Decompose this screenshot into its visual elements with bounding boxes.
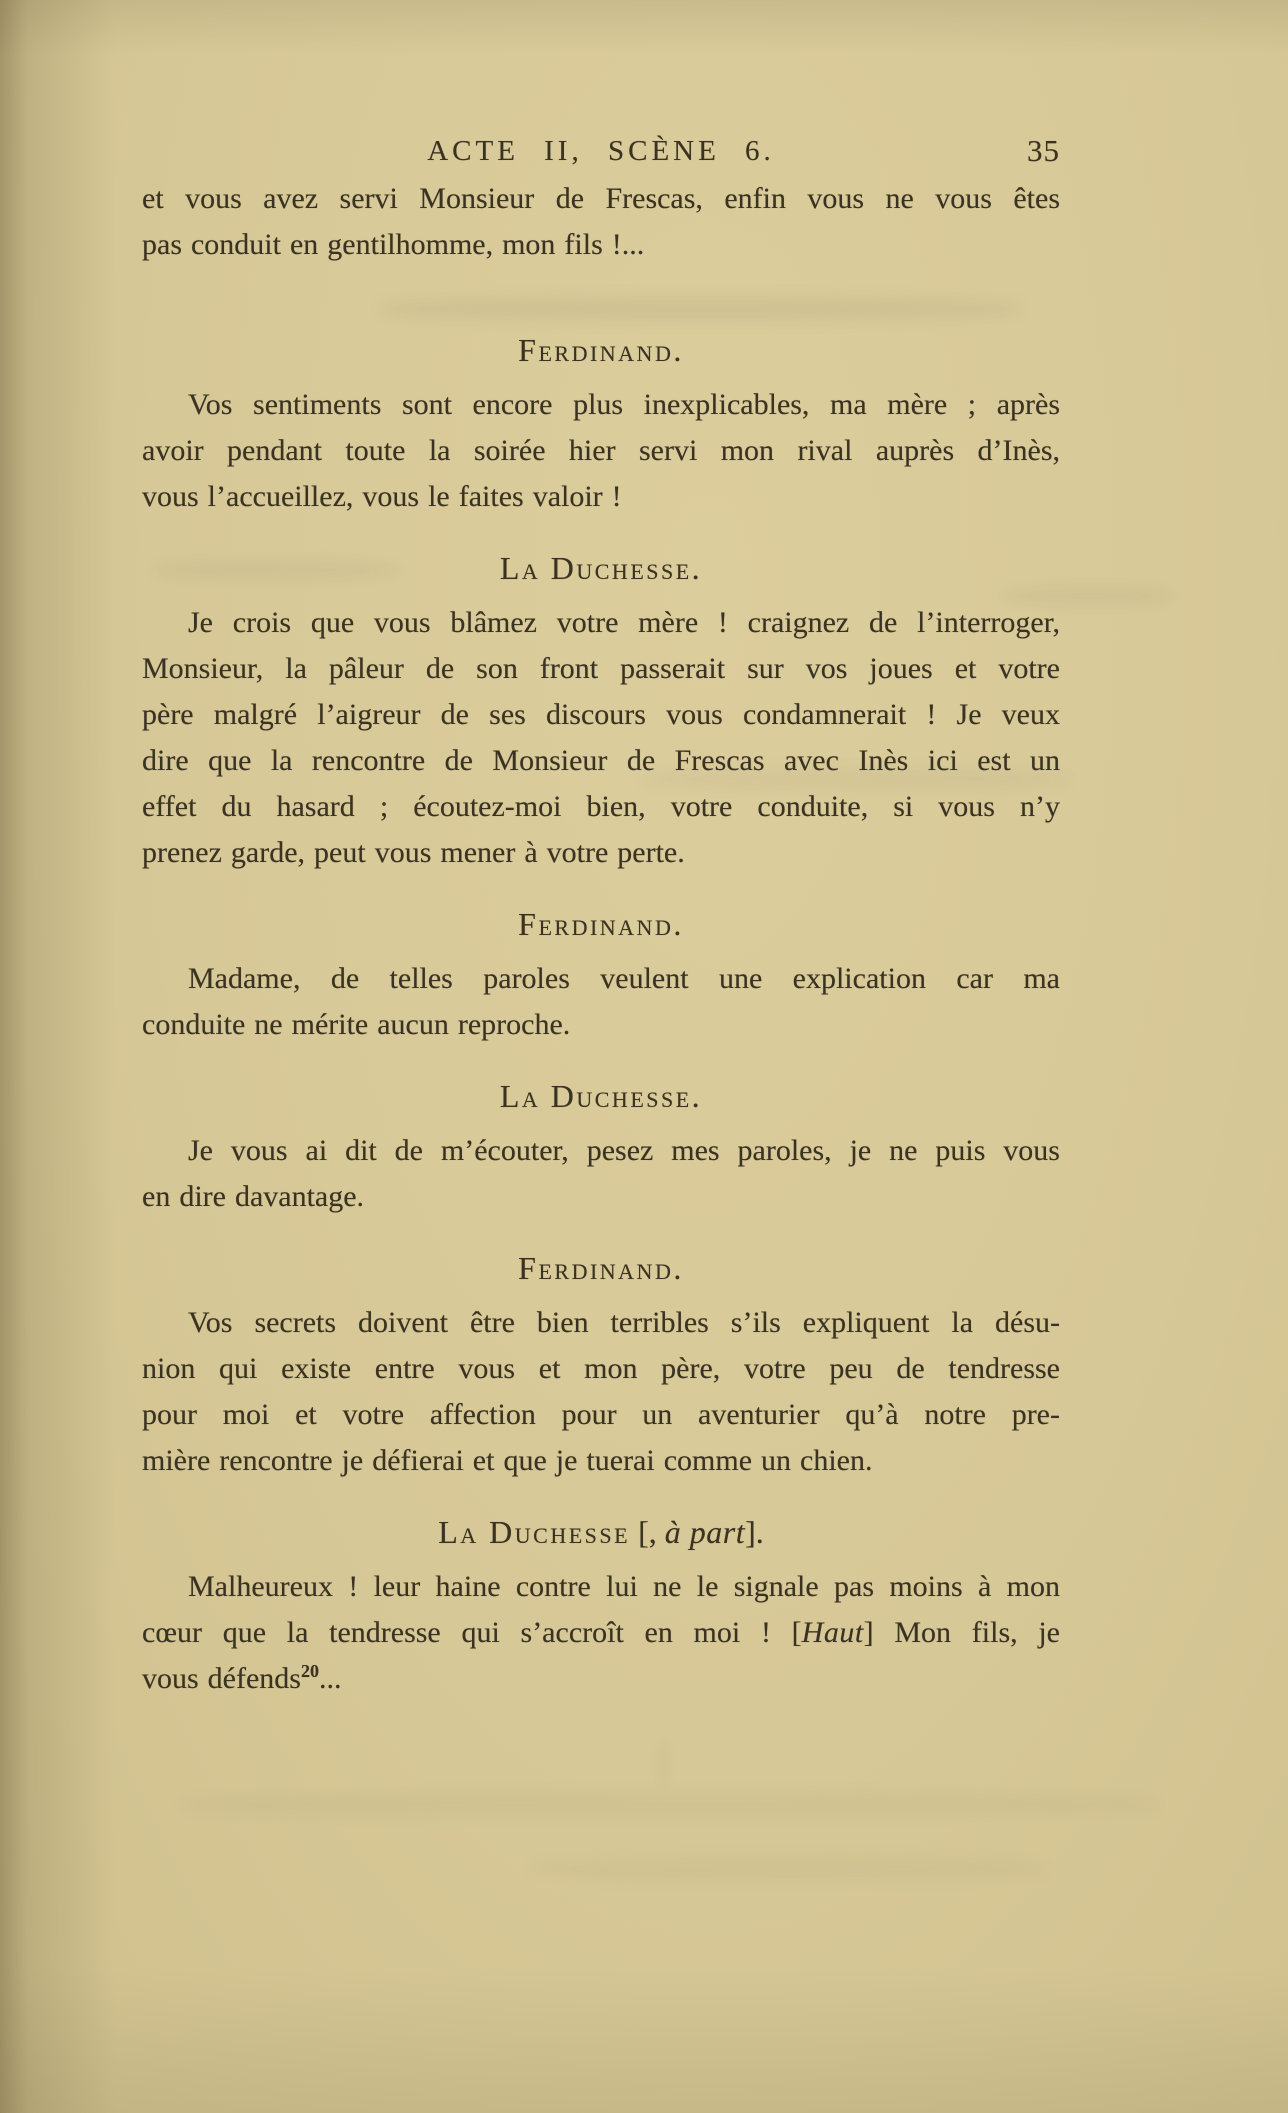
speaker-name: La Duchesse — [438, 1514, 631, 1550]
speech-paragraph — [142, 600, 1060, 876]
text-line — [142, 1300, 1060, 1346]
text-segment: Monsieur, la pâleur de son front passerait sur vos joues et votre — [142, 652, 1060, 685]
text-line — [142, 222, 1060, 268]
text-line — [142, 830, 1060, 876]
running-head — [142, 130, 1060, 172]
speech-paragraph — [142, 1564, 1060, 1702]
ink-bleed-mark — [180, 1792, 1160, 1818]
text-line — [142, 1002, 1060, 1048]
speaker-heading — [142, 328, 1060, 372]
speech-paragraph — [142, 1300, 1060, 1484]
text-segment: avoir pendant toute la soirée hier servi mon rival auprès d’Inès, — [142, 434, 1060, 467]
text-segment: effet du hasard ; écoutez-moi bien, votre conduite, si vous n’y — [142, 790, 1060, 823]
text-line — [142, 1346, 1060, 1392]
text-segment: Je vous ai dit de m’écouter, pesez mes paroles, je ne puis vous — [188, 1134, 1060, 1167]
text-segment: pour moi et votre affection pour un aventurier qu’à notre pre- — [142, 1398, 1060, 1431]
speech-paragraph — [142, 956, 1060, 1048]
speaker-name: Ferdinand. — [518, 1250, 684, 1286]
text-segment: [, — [630, 1514, 665, 1550]
text-segment: ... — [318, 1662, 342, 1695]
page-content — [142, 130, 1060, 1702]
chapter-heading: ACTE II, SCÈNE 6. — [427, 135, 775, 167]
text-line — [142, 176, 1060, 222]
speech-paragraph — [142, 382, 1060, 520]
text-block — [142, 176, 1060, 1702]
page-number: 35 — [1027, 133, 1060, 168]
ink-bleed-mark — [660, 1738, 667, 1788]
text-line — [142, 428, 1060, 474]
speaker-name: La Duchesse. — [499, 1078, 703, 1114]
ink-bleed-mark — [1000, 586, 1175, 606]
text-segment: mière rencontre je défierai et que je tuerai comme un chien. — [142, 1444, 873, 1477]
text-line — [142, 646, 1060, 692]
text-line — [142, 600, 1060, 646]
stage-direction: à part — [664, 1514, 746, 1550]
text-line — [142, 1392, 1060, 1438]
ink-bleed-mark — [380, 297, 1020, 321]
text-segment: cœur que la tendresse qui s’accroît en moi ! [ — [142, 1616, 802, 1649]
text-segment: Madame, de telles paroles veulent une explication car ma — [188, 962, 1060, 995]
text-line — [142, 1174, 1060, 1220]
text-segment: vous l’accueillez, vous le faites valoir ! — [142, 480, 622, 513]
text-segment: prenez garde, peut vous mener à votre perte. — [142, 836, 685, 869]
text-segment: vous défends — [142, 1662, 301, 1695]
speaker-heading — [142, 1510, 1060, 1554]
text-line — [142, 784, 1060, 830]
text-segment: Vos sentiments sont encore plus inexplicables, ma mère ; après — [188, 388, 1060, 421]
text-line — [142, 692, 1060, 738]
text-segment: et vous avez servi Monsieur de Frescas, enfin vous ne vous êtes — [142, 182, 1060, 215]
text-line — [142, 956, 1060, 1002]
speaker-name: Ferdinand. — [518, 332, 684, 368]
text-segment: en dire davantage. — [142, 1180, 365, 1213]
speaker-heading — [142, 1246, 1060, 1290]
text-segment: ]. — [745, 1514, 764, 1550]
text-segment: conduite ne mérite aucun reproche. — [142, 1008, 571, 1041]
text-line — [142, 474, 1060, 520]
text-segment: ] Mon fils, je — [863, 1616, 1060, 1649]
speaker-name: Ferdinand. — [518, 906, 684, 942]
stage-direction: Haut — [801, 1616, 864, 1649]
text-segment: père malgré l’aigreur de ses discours vous condamnerait ! Je veux — [142, 698, 1060, 731]
text-segment: Malheureux ! leur haine contre lui ne le signale pas moins à mon — [188, 1570, 1060, 1603]
speaker-heading — [142, 1074, 1060, 1118]
text-line — [142, 1438, 1060, 1484]
text-segment: nion qui existe entre vous et mon père, votre peu de tendresse — [142, 1352, 1060, 1385]
speaker-heading — [142, 902, 1060, 946]
text-segment: pas conduit en gentilhomme, mon fils !... — [142, 228, 645, 261]
speaker-name: La Duchesse. — [499, 550, 703, 586]
text-segment: Je crois que vous blâmez votre mère ! craignez de l’interroger, — [188, 606, 1060, 639]
text-segment: Vos secrets doivent être bien terribles s’ils expliquent la désu- — [188, 1306, 1060, 1339]
text-line — [142, 1656, 1060, 1702]
text-line — [142, 1564, 1060, 1610]
ink-bleed-mark — [640, 768, 1070, 790]
text-segment: dire que la rencontre de Monsieur de Frescas avec Inès ici est un — [142, 744, 1060, 777]
footnote-ref: 20 — [300, 1661, 319, 1681]
speech-paragraph — [142, 176, 1060, 268]
ink-bleed-mark — [530, 1856, 1050, 1882]
text-line — [142, 1128, 1060, 1174]
text-line — [142, 382, 1060, 428]
ink-bleed-mark — [152, 560, 402, 580]
text-line — [142, 1610, 1060, 1656]
speech-paragraph — [142, 1128, 1060, 1220]
